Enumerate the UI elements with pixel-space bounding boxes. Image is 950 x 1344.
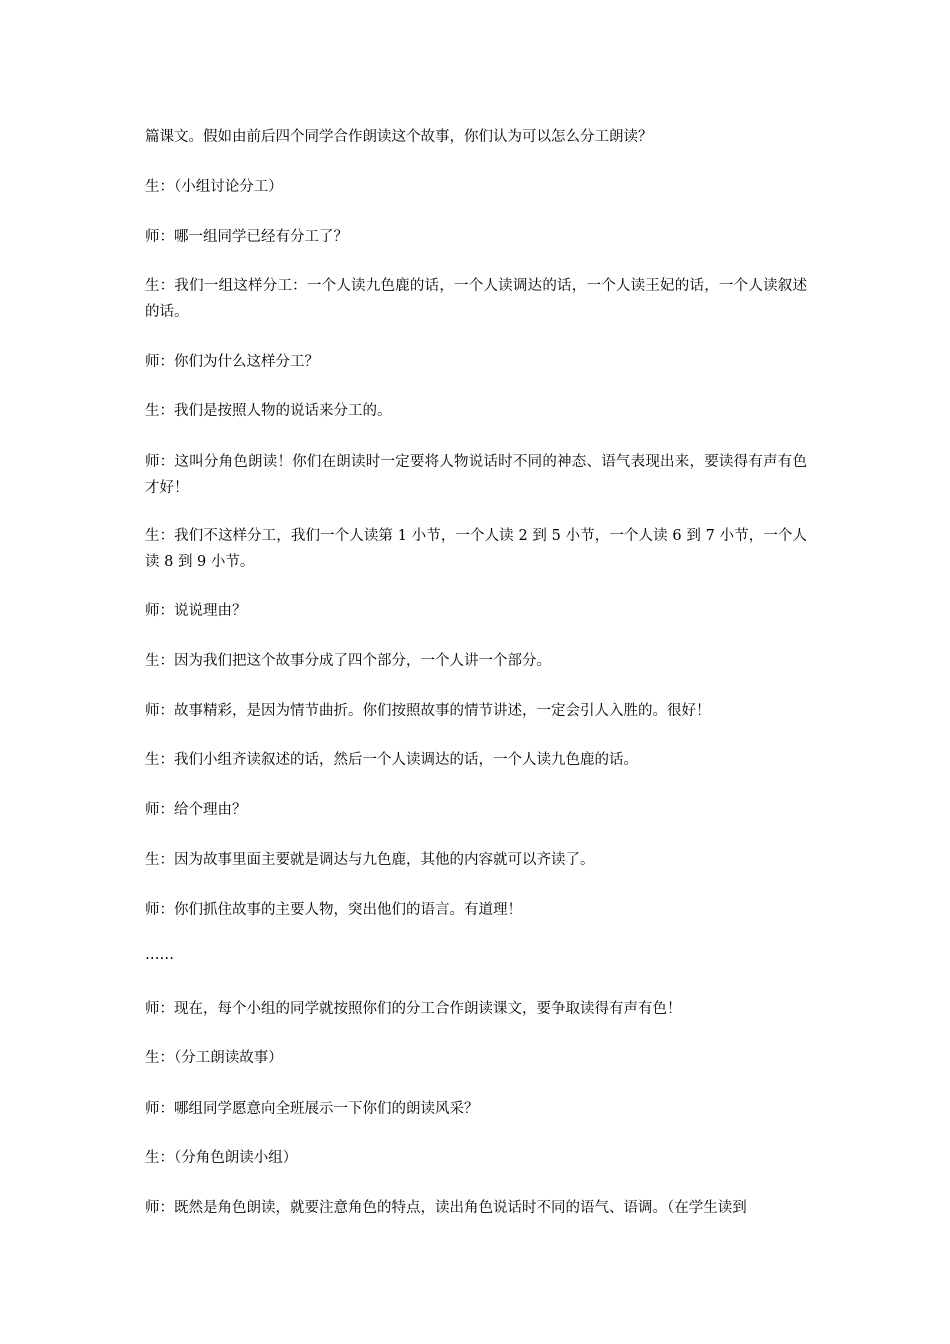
paragraph-21: 师：既然是角色朗读，就要注意角色的特点，读出角色说话时不同的语气、语调。（在学生读到 xyxy=(145,1200,747,1216)
paragraph-17: 师：现在，每个小组的同学就按照你们的分工合作朗读课文，要争取读得有声有色！ xyxy=(145,1001,682,1017)
paragraph-15: 师：你们抓住故事的主要人物，突出他们的语言。有道理！ xyxy=(145,902,522,918)
paragraph-7: 师：这叫分角色朗读！你们在朗读时一定要将人物说话时不同的神态、语气表现出来，要读得有声有色才好！ xyxy=(145,454,807,496)
paragraph-13: 师：给个理由？ xyxy=(145,802,247,818)
paragraph-11: 师：故事精彩，是因为情节曲折。你们按照故事的情节讲述，一定会引人入胜的。很好！ xyxy=(145,703,711,719)
paragraph-6: 生：我们是按照人物的说话来分工的。 xyxy=(145,403,392,419)
paragraph-20: 生：（分角色朗读小组） xyxy=(145,1150,298,1166)
paragraph-9: 师：说说理由？ xyxy=(145,603,247,619)
ellipsis-line: …… xyxy=(145,947,174,963)
paragraph-12: 生：我们小组齐读叙述的话，然后一个人读调达的话，一个人读九色鹿的话。 xyxy=(145,752,638,768)
paragraph-14: 生：因为故事里面主要就是调达与九色鹿，其他的内容就可以齐读了。 xyxy=(145,852,595,868)
paragraph-5: 师：你们为什么这样分工？ xyxy=(145,354,319,370)
paragraph-3: 师：哪一组同学已经有分工了？ xyxy=(145,229,348,245)
paragraph-8: 生：我们不这样分工，我们一个人读第 1 小节，一个人读 2 到 5 小节，一个人读 6 到 7 小节，一个人读 8 到 9 小节。 xyxy=(145,528,807,570)
paragraph-1: 篇课文。假如由前后四个同学合作朗读这个故事，你们认为可以怎么分工朗读？ xyxy=(145,129,653,145)
paragraph-10: 生：因为我们把这个故事分成了四个部分，一个人讲一个部分。 xyxy=(145,653,551,669)
paragraph-4: 生：我们一组这样分工：一个人读九色鹿的话，一个人读调达的话，一个人读王妃的话，一个人读叙述的话。 xyxy=(145,278,807,320)
paragraph-2: 生：（小组讨论分工） xyxy=(145,179,283,195)
paragraph-18: 生：（分工朗读故事） xyxy=(145,1050,283,1066)
paragraph-19: 师：哪组同学愿意向全班展示一下你们的朗读风采？ xyxy=(145,1101,479,1117)
